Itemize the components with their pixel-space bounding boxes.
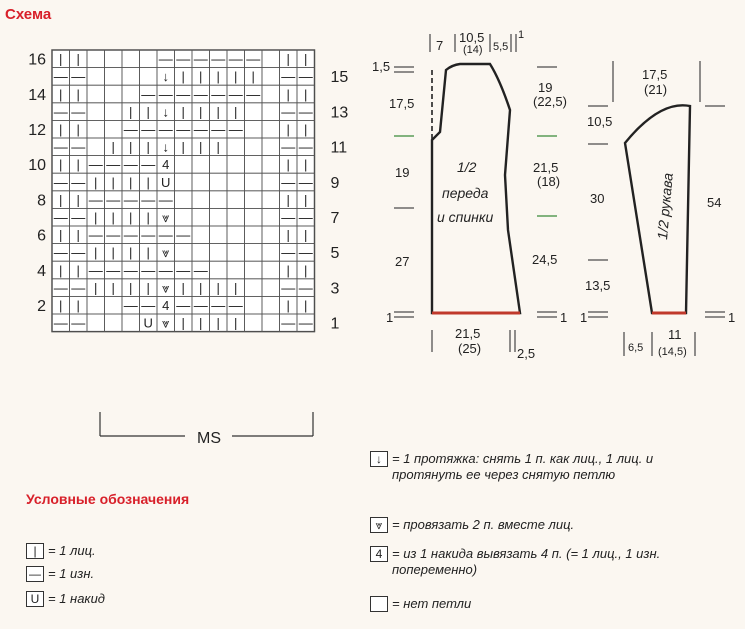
chart-symbol: — <box>246 50 261 67</box>
dim-bottom-e: 2,5 <box>517 346 536 361</box>
knitting-chart <box>28 50 348 333</box>
chart-symbol: ↓ <box>162 69 169 85</box>
chart-symbol: | <box>234 315 238 331</box>
chart-symbol: | <box>76 262 80 278</box>
chart-symbol: — <box>176 297 191 313</box>
chart-symbol: — <box>176 50 191 67</box>
chart-symbol: — <box>53 209 68 225</box>
chart-symbol: | <box>59 192 63 208</box>
body-label-1: 1/2 <box>457 159 477 175</box>
legend-item-purl: — = 1 изн. <box>26 566 94 582</box>
chart-symbol: 4 <box>162 157 170 173</box>
chart-symbol: | <box>216 69 220 85</box>
chart-symbol: — <box>298 138 313 155</box>
chart-symbol: — <box>53 138 68 155</box>
row-number-left: 4 <box>37 262 46 280</box>
chart-symbol: — <box>246 85 261 102</box>
chart-symbol: — <box>53 68 68 85</box>
chart-symbol: | <box>304 192 308 208</box>
knit-icon: | <box>26 543 44 559</box>
chart-symbol: U <box>161 174 171 190</box>
chart-symbol: — <box>281 68 296 85</box>
row-number-right: 11 <box>330 139 348 157</box>
chart-symbol: | <box>111 139 115 155</box>
chart-symbol: ↓ <box>162 104 169 120</box>
chart-symbol: | <box>251 69 255 85</box>
chart-symbol: | <box>146 174 150 190</box>
row-number-right: 3 <box>330 280 340 298</box>
body-label-3: и спинки <box>437 209 494 225</box>
dim-right-1: 19 <box>538 80 553 95</box>
chart-symbol: | <box>234 69 238 85</box>
chart-symbol: — <box>298 244 313 261</box>
chart-symbol: | <box>94 174 98 190</box>
chart-symbol: | <box>286 192 290 208</box>
chart-symbol: | <box>199 280 203 296</box>
chart-symbol: — <box>158 226 173 243</box>
chart-symbol: | <box>129 104 133 120</box>
chart-symbol: — <box>228 297 243 313</box>
chart-symbol: | <box>129 210 133 225</box>
empty-icon <box>370 596 388 612</box>
dim-top-b2: (14) <box>463 44 483 56</box>
chart-symbol: | <box>146 280 150 296</box>
chart-symbol: | <box>286 298 290 313</box>
chart-symbol: — <box>281 103 296 120</box>
chart-symbol: — <box>298 173 313 190</box>
chart-symbol: ⩔ <box>162 245 170 261</box>
sleeve-dim-top-w: 17,5 <box>642 67 668 82</box>
chart-symbol: | <box>129 245 133 261</box>
chart-symbol: | <box>304 298 308 313</box>
chart-symbol: 4 <box>162 298 170 313</box>
chart-symbol: — <box>53 279 68 296</box>
chart-symbol: | <box>181 139 185 155</box>
dim-top-a: 7 <box>436 38 444 53</box>
chart-symbol: | <box>286 51 290 67</box>
chart-symbol: — <box>193 121 208 137</box>
chart-symbol: | <box>199 315 203 331</box>
chart-symbol: | <box>304 157 308 173</box>
chart-symbol: | <box>59 298 63 313</box>
chart-symbol: | <box>234 104 238 120</box>
chart-symbol: — <box>53 173 68 190</box>
chart-symbol: ⩔ <box>162 210 170 225</box>
chart-symbol: — <box>281 279 296 296</box>
chart-symbol: | <box>146 139 150 155</box>
chart-symbol: — <box>281 244 296 261</box>
inc4-icon: 4 <box>370 546 388 562</box>
page-title: Схема <box>5 6 52 23</box>
chart-symbol: — <box>158 121 173 137</box>
purl-icon: — <box>26 566 44 582</box>
chart-symbol: — <box>88 261 103 278</box>
chart-symbol: — <box>281 314 296 331</box>
chart-symbol: | <box>146 210 150 225</box>
dim-top-d: 1 <box>518 29 525 41</box>
chart-symbol: — <box>193 85 208 102</box>
sleeve-label: 1/2 рукава <box>654 172 676 241</box>
chart-symbol: — <box>298 68 313 85</box>
chart-symbol: | <box>76 298 80 313</box>
sleeve-dim-left-4: 1 <box>580 310 588 325</box>
sleeve-dim-right-2: 1 <box>728 310 736 325</box>
chart-symbol: — <box>211 85 226 102</box>
chart-symbol: — <box>123 226 138 243</box>
chart-symbol: — <box>176 121 191 137</box>
yo-icon: U <box>26 591 44 607</box>
chart-symbol: | <box>304 86 308 102</box>
row-number-right: 13 <box>330 104 349 122</box>
chart-symbol: — <box>106 191 121 208</box>
chart-symbol: | <box>304 227 308 243</box>
chart-symbol: — <box>281 173 296 190</box>
chart-symbol: | <box>76 51 80 67</box>
dim-right-3: 24,5 <box>532 252 558 267</box>
row-number-right: 1 <box>330 315 340 333</box>
dim-bottom-w: 21,5 <box>455 326 481 341</box>
chart-symbol: — <box>141 85 156 102</box>
sleeve-dim-top-w2: (21) <box>644 82 668 97</box>
row-number-left: 14 <box>28 86 46 104</box>
chart-symbol: | <box>216 139 220 155</box>
chart-symbol: | <box>181 104 185 120</box>
chart-symbol: | <box>111 245 115 261</box>
row-number-left: 8 <box>37 192 46 210</box>
chart-symbol: | <box>286 262 290 278</box>
chart-symbol: | <box>76 122 80 137</box>
dim-left-4: 27 <box>395 254 410 269</box>
chart-symbol: | <box>76 157 80 173</box>
chart-symbol: — <box>298 209 313 225</box>
row-number-left: 2 <box>37 298 46 315</box>
chart-symbol: — <box>141 297 156 313</box>
chart-symbol: — <box>158 85 173 102</box>
chart-symbol: — <box>176 85 191 102</box>
chart-symbol: U <box>143 315 153 331</box>
chart-symbol: | <box>76 86 80 102</box>
chart-symbol: — <box>211 121 226 137</box>
chart-symbol: | <box>76 227 80 243</box>
sleeve-dim-right-1: 54 <box>707 195 722 210</box>
sleeve-dim-left-2: 30 <box>590 191 605 206</box>
chart-symbol: — <box>298 279 313 296</box>
chart-symbol: | <box>181 315 185 331</box>
dim-top-c: 5,5 <box>493 41 509 53</box>
chart-symbol: — <box>123 156 138 173</box>
dim-right-4: 1 <box>560 310 568 325</box>
row-number-left: 12 <box>28 122 46 139</box>
chart-symbol: — <box>71 138 86 155</box>
chart-symbol: — <box>53 314 68 331</box>
chart-symbol: | <box>59 51 63 67</box>
dim-right-2: 21,5 <box>533 160 559 175</box>
sleeve-dim-bottom-b: 11 <box>668 327 682 342</box>
chart-symbol: — <box>106 261 121 278</box>
chart-symbol: | <box>304 51 308 67</box>
chart-symbol: | <box>286 122 290 137</box>
chart-symbol: — <box>176 261 191 278</box>
chart-symbol: | <box>111 280 115 296</box>
chart-symbol: — <box>123 191 138 208</box>
chart-symbol: | <box>129 139 133 155</box>
chart-symbol: | <box>59 122 63 137</box>
k2tog-icon: ⩔ <box>370 517 388 533</box>
chart-symbol: — <box>71 173 86 190</box>
chart-symbol: | <box>286 86 290 102</box>
chart-symbol: — <box>158 261 173 278</box>
row-number-right: 9 <box>330 174 340 192</box>
row-number-right: 15 <box>330 69 349 87</box>
chart-symbol: — <box>298 314 313 331</box>
chart-symbol: — <box>141 226 156 243</box>
row-number-right: 5 <box>330 245 340 263</box>
chart-symbol: | <box>199 139 203 155</box>
chart-symbol: — <box>228 121 243 137</box>
legend-item-k2tog: ⩔ = провязать 2 п. вместе лиц. <box>370 517 574 533</box>
chart-symbol: — <box>141 156 156 173</box>
chart-symbol: — <box>106 156 121 173</box>
chart-symbol: ⩔ <box>162 280 170 296</box>
chart-symbol: | <box>111 174 115 190</box>
chart-symbol: | <box>304 122 308 137</box>
chart-symbol: — <box>158 191 173 208</box>
chart-symbol: — <box>88 191 103 208</box>
row-number-left: 16 <box>28 51 46 69</box>
chart-symbol: — <box>211 50 226 67</box>
chart-symbol: — <box>298 103 313 120</box>
chart-symbol: — <box>71 209 86 225</box>
chart-symbol: — <box>53 103 68 120</box>
chart-symbol: ↓ <box>162 139 169 155</box>
chart-symbol: | <box>286 227 290 243</box>
chart-symbol: — <box>228 50 243 67</box>
dim-top-b: 10,5 <box>459 30 485 45</box>
sleeve-dim-left-3: 13,5 <box>585 278 611 293</box>
dim-left-1: 1,5 <box>372 59 391 74</box>
chart-symbol: — <box>211 297 226 313</box>
chart-symbol: — <box>228 85 243 102</box>
chart-symbol: | <box>146 245 150 261</box>
chart-symbol: ⩔ <box>162 315 170 331</box>
chart-symbol: — <box>71 279 86 296</box>
sleeve-dim-bottom-a: 6,5 <box>628 342 644 354</box>
chart-symbol: | <box>94 210 98 225</box>
chart-symbol: — <box>158 50 173 67</box>
dim-right-1b: (22,5) <box>533 94 567 109</box>
dim-left-5: 1 <box>386 310 394 325</box>
chart-symbol: — <box>71 103 86 120</box>
dim-right-2b: (18) <box>537 174 561 189</box>
chart-symbol: | <box>234 280 238 296</box>
chart-symbol: | <box>129 280 133 296</box>
chart-symbol: — <box>123 261 138 278</box>
chart-symbol: — <box>193 297 208 313</box>
chart-symbol: — <box>176 226 191 243</box>
chart-symbol: | <box>286 157 290 173</box>
legend-item-knit: | = 1 лиц. <box>26 543 96 559</box>
chart-symbol: — <box>141 191 156 208</box>
chart-symbol: | <box>181 280 185 296</box>
chart-symbol: — <box>88 226 103 243</box>
dim-left-2: 17,5 <box>389 96 415 111</box>
legend-item-yo: U = 1 накид <box>26 591 105 607</box>
body-label-2: переда <box>442 185 489 201</box>
chart-symbol: | <box>199 69 203 85</box>
chart-symbol: | <box>76 192 80 208</box>
chart-symbol: | <box>111 210 115 225</box>
legend-item-inc4: 4 = из 1 накида вывязать 4 п. (= 1 лиц., 1 изн. попеременно) <box>370 546 670 578</box>
chart-symbol: | <box>304 262 308 278</box>
chart-symbol: | <box>94 245 98 261</box>
legend-item-empty: = нет петли <box>370 596 471 612</box>
chart-symbol: — <box>71 314 86 331</box>
chart-symbol: | <box>59 227 63 243</box>
chart-symbol: — <box>106 226 121 243</box>
chart-symbol: | <box>181 69 185 85</box>
chart-symbol: | <box>59 157 63 173</box>
chart-symbol: — <box>71 68 86 85</box>
row-number-left: 6 <box>37 227 46 245</box>
sleeve-dim-left-1: 10,5 <box>587 114 613 129</box>
chart-symbol: — <box>193 50 208 67</box>
chart-symbol: | <box>94 280 98 296</box>
dim-bottom-w2: (25) <box>458 341 482 356</box>
chart-symbol: — <box>141 121 156 137</box>
chart-symbol: | <box>216 104 220 120</box>
chart-symbol: — <box>53 244 68 261</box>
dim-left-3: 19 <box>395 165 410 180</box>
sleeve-dim-bottom-b2: (14,5) <box>658 346 687 358</box>
cross-icon: ↓ <box>370 451 388 467</box>
row-number-left: 10 <box>28 157 46 175</box>
chart-symbol: | <box>146 104 150 120</box>
ms-label: MS <box>197 430 221 447</box>
chart-symbol: — <box>281 209 296 225</box>
chart-symbol: | <box>216 280 220 296</box>
chart-symbol: — <box>71 244 86 261</box>
chart-symbol: — <box>141 261 156 278</box>
chart-symbol: — <box>281 138 296 155</box>
chart-symbol: — <box>193 261 208 278</box>
chart-symbol: | <box>199 104 203 120</box>
chart-symbol: — <box>123 121 138 137</box>
chart-symbol: | <box>59 86 63 102</box>
chart-symbol: | <box>59 262 63 278</box>
chart-symbol: — <box>123 297 138 313</box>
chart-symbol: | <box>216 315 220 331</box>
row-number-right: 7 <box>330 210 340 227</box>
chart-symbol: — <box>88 156 103 173</box>
legend-item-cross: ↓ = 1 протяжка: снять 1 п. как лиц., 1 лиц. и протянуть ее через снятую петлю <box>370 451 700 483</box>
chart-symbol: | <box>129 174 133 190</box>
legend-title: Условные обозначения <box>26 491 190 507</box>
